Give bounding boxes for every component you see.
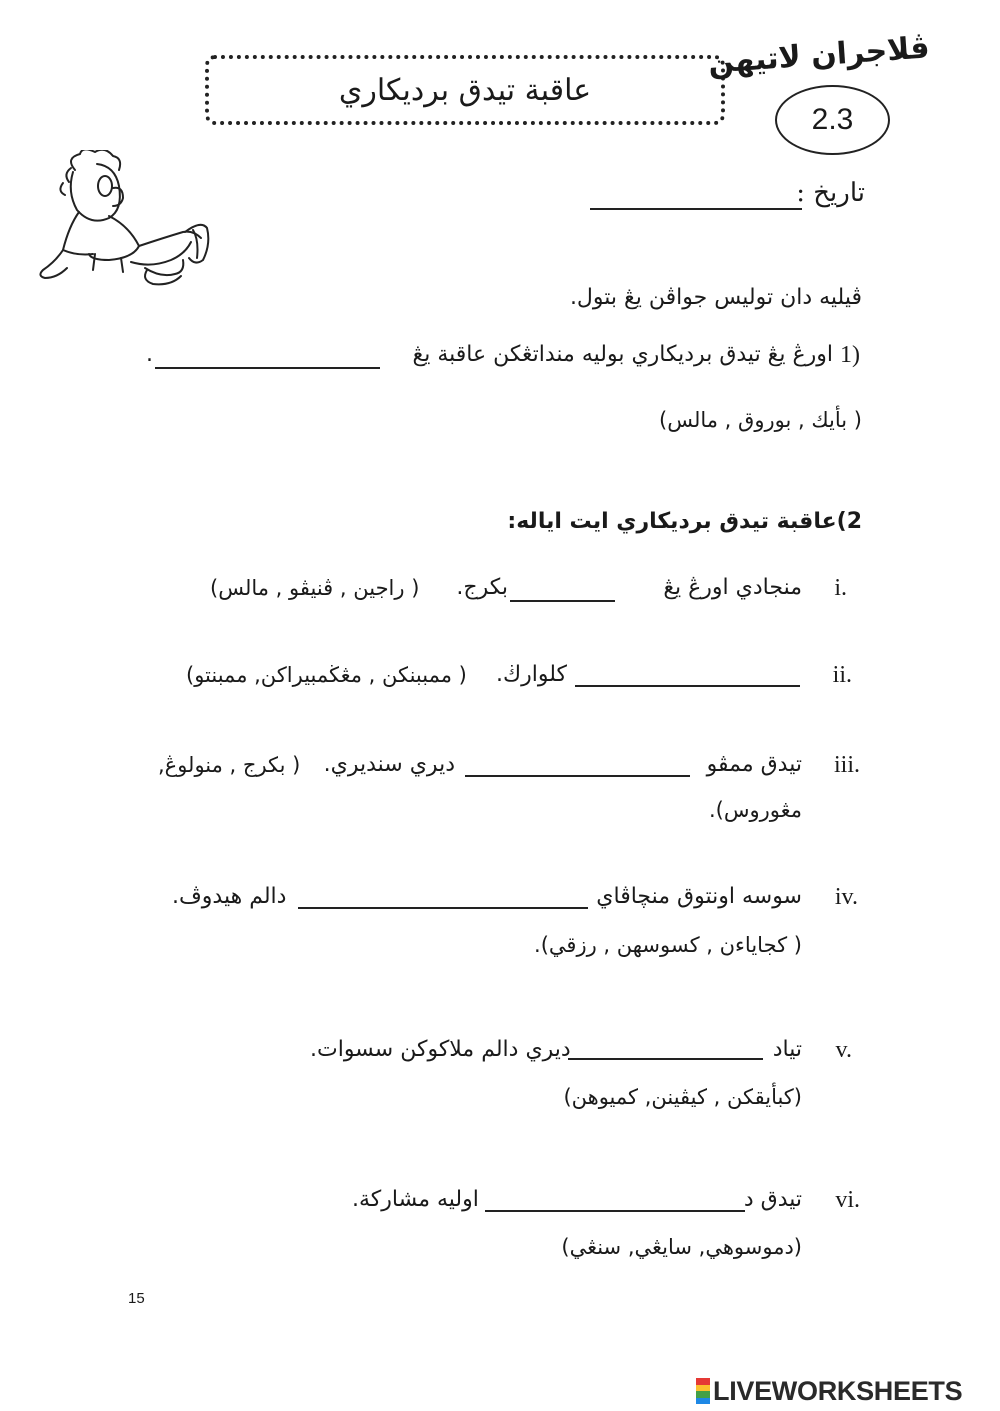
worksheet-title: عاقبة تيدق برديكاري: [338, 72, 592, 108]
q2-item-iii-text-after: ديري سنديري.: [323, 752, 455, 777]
q2-item-iv-options: ( كجاياءن , كسوسهن , رزقي).: [534, 933, 802, 957]
instruction-text: ڤيليه دان توليس جواڤن يڠ بتول.: [569, 285, 862, 310]
q1-text: اورڠ يڠ تيدق برديكاري بوليه منداتڠكن عاقبة يڠ: [412, 342, 833, 367]
liveworksheets-brand[interactable]: [696, 1374, 962, 1408]
q2-item-v-text-after: ديري دالم ملاكوكن سسوات.: [310, 1037, 571, 1062]
q2-item-i-text-before: منجادي اورڠ يڠ: [663, 575, 802, 600]
q2-item-iv-answer-line[interactable]: [298, 907, 588, 909]
q2-item-i-options: ( راجين , ڤنيڤو , مالس): [210, 576, 420, 600]
q2-item-v-numeral: v.: [835, 1037, 852, 1063]
q2-item-iii-options-line2: مڠوروس).: [708, 798, 802, 822]
q2-item-i-text-after: بكرج.: [456, 575, 508, 600]
q2-item-ii-text-after: كلوارڬ.: [496, 662, 567, 687]
brand-text: LIVEWORKSHEETS: [713, 1375, 963, 1406]
q2-item-ii-numeral: ii.: [832, 662, 852, 688]
section-number: 2.3: [811, 103, 854, 136]
q2-item-iv-text-before: سوسه اونتوق منچاڤاي: [596, 884, 802, 909]
yawning-child-illustration: [35, 150, 220, 290]
q2-item-ii-options: ( ممببنكن , مڠڬمبيراكن, ممبنتو): [186, 663, 467, 687]
page-number: 15: [128, 1290, 145, 1307]
q2-item-i-numeral: i.: [834, 575, 847, 601]
q2-item-vi-answer-line[interactable]: [485, 1210, 745, 1212]
q2-item-iii-numeral: iii.: [833, 752, 860, 778]
liveworksheets-logo-icon: [696, 1378, 710, 1404]
q1-options: ( بأيك , بوروق , مالس): [659, 408, 862, 432]
q1-number: 1): [840, 342, 860, 368]
q2-item-vi-text-after: اوليه مشاركة.: [352, 1187, 479, 1212]
q2-item-v-answer-line[interactable]: [568, 1058, 763, 1060]
q2-item-iii-text-before: تيدق ممڤو: [706, 752, 802, 777]
q2-item-vi-numeral: vi.: [835, 1187, 860, 1213]
q2-item-ii-answer-line[interactable]: [575, 685, 800, 687]
q2-item-iii-options: ( بكرج , منولوڠ,: [158, 753, 301, 777]
q1-answer-line[interactable]: [155, 367, 380, 369]
q2-item-v-text-before: تياد: [772, 1037, 802, 1062]
q2-item-iii-answer-line[interactable]: [465, 775, 690, 777]
q2-item-iv-numeral: iv.: [834, 884, 858, 910]
date-answer-line[interactable]: [590, 208, 802, 210]
q2-item-v-options: (كبأيقكن , كيڤينن, كميوهن): [563, 1085, 802, 1109]
section-label: ڤلاجران لاتيهن: [707, 30, 931, 81]
q1-period: .: [146, 342, 153, 367]
q2-item-i-answer-line[interactable]: [510, 600, 615, 602]
q2-heading: 2)عاقبة تيدق برديكاري ايت اياله:: [507, 509, 862, 534]
logo-stripe-blue: [696, 1398, 710, 1405]
q2-item-vi-options: (دموسوهي, سايڠي, سنڠي): [561, 1235, 802, 1259]
q2-item-iv-text-after: دالم هيدوڤ.: [172, 884, 287, 909]
date-label: تاريخ :: [796, 178, 865, 208]
q2-item-vi-text-before: تيدق د: [743, 1187, 802, 1212]
